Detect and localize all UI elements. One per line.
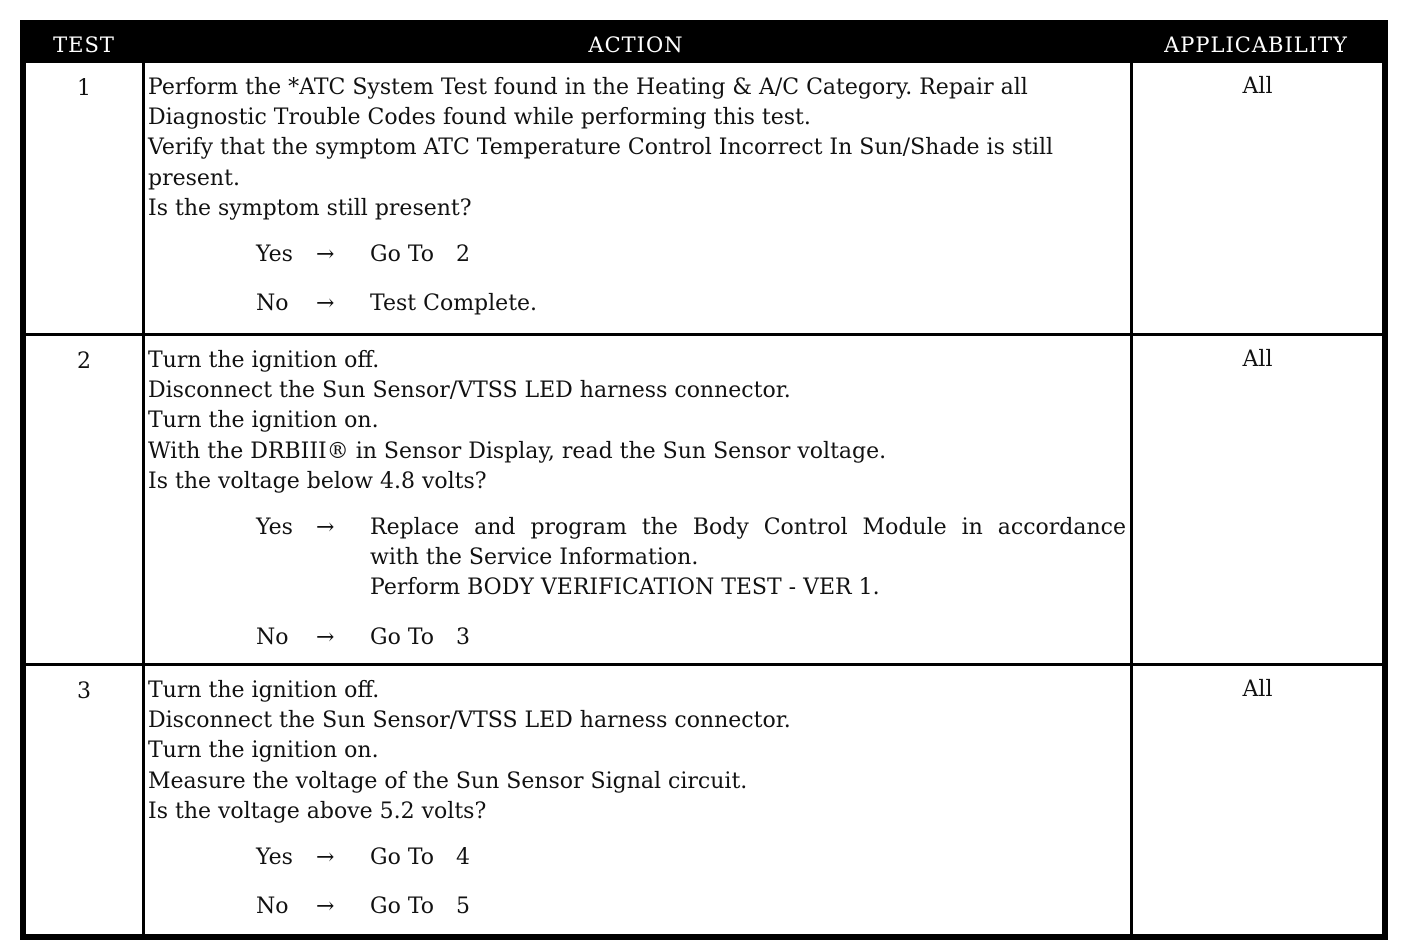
yes-label: Yes	[256, 242, 293, 268]
result-line: Perform BODY VERIFICATION TEST - VER 1.	[370, 575, 880, 601]
arrow-icon: →	[316, 515, 335, 541]
yes-result	[370, 240, 1126, 270]
no-label: No	[256, 624, 289, 650]
action-line: present.	[148, 165, 240, 191]
goto-target: 2	[456, 242, 471, 268]
yes-result	[370, 843, 1126, 873]
test-applicability: All	[1242, 74, 1273, 99]
goto-label: Go To	[370, 242, 435, 268]
goto-label: Go To	[370, 845, 435, 871]
action-line: Perform the *ATC System Test found in the Heating & A/C Category. Repair all	[148, 75, 1028, 100]
action-line: Diagnostic Trouble Codes found while performing this test.	[148, 105, 811, 131]
action-line: Measure the voltage of the Sun Sensor Signal circuit.	[148, 768, 748, 794]
action-line: With the DRBIII® in Sensor Display, read the Sun Sensor voltage.	[148, 438, 887, 464]
table-header	[26, 26, 1382, 63]
test-applicability: All	[1242, 347, 1273, 372]
diagnostic-test-table	[20, 20, 1388, 940]
action-line: Turn the ignition on.	[148, 738, 379, 764]
goto-target: 4	[456, 845, 471, 871]
yes-response	[148, 240, 1126, 270]
action-line: Verify that the symptom ATC Temperature Control Incorrect In Sun/Shade is still	[148, 135, 1054, 161]
action-line: Disconnect the Sun Sensor/VTSS LED harness connector.	[148, 378, 791, 404]
action-line: Turn the ignition on.	[148, 408, 379, 434]
action-line: Turn the ignition off.	[148, 678, 380, 703]
header-action: ACTION	[588, 33, 684, 57]
arrow-icon: →	[316, 845, 335, 871]
column-divider	[1130, 63, 1133, 934]
test-action	[148, 63, 1126, 319]
test-action	[148, 666, 1126, 922]
header-applicability: APPLICABILITY	[1164, 33, 1348, 57]
action-line: Is the voltage above 5.2 volts?	[148, 798, 487, 824]
no-response	[148, 289, 1126, 319]
test-applicability: All	[1242, 677, 1273, 702]
action-line: Is the voltage below 4.8 volts?	[148, 468, 487, 494]
no-result	[370, 892, 1126, 922]
yes-label: Yes	[256, 845, 293, 871]
yes-response	[148, 843, 1126, 873]
test-number: 3	[77, 679, 91, 704]
no-result	[370, 623, 1126, 653]
yes-response	[148, 513, 1126, 604]
no-label: No	[256, 894, 289, 920]
column-divider	[142, 63, 145, 934]
yes-result	[370, 513, 1126, 604]
yes-label: Yes	[256, 515, 293, 541]
no-label: No	[256, 291, 289, 317]
arrow-icon: →	[316, 894, 335, 920]
goto-label: Go To	[370, 624, 435, 650]
result-line: Replace and program the Body Control Module in accordance	[370, 515, 1126, 541]
no-response	[148, 892, 1126, 922]
goto-label: Go To	[370, 894, 435, 920]
arrow-icon: →	[316, 242, 335, 268]
test-action	[148, 336, 1126, 653]
arrow-icon: →	[316, 291, 335, 317]
test-number: 2	[77, 349, 91, 374]
result-line: with the Service Information.	[370, 545, 699, 571]
goto-target: 3	[456, 624, 471, 650]
no-result: Test Complete.	[370, 291, 538, 317]
goto-target: 5	[456, 894, 471, 920]
action-line: Turn the ignition off.	[148, 348, 380, 373]
action-line: Disconnect the Sun Sensor/VTSS LED harness connector.	[148, 708, 791, 734]
action-line: Is the symptom still present?	[148, 195, 472, 221]
arrow-icon: →	[316, 624, 335, 650]
test-number: 1	[77, 76, 91, 101]
header-test: TEST	[53, 33, 115, 57]
no-response	[148, 623, 1126, 653]
